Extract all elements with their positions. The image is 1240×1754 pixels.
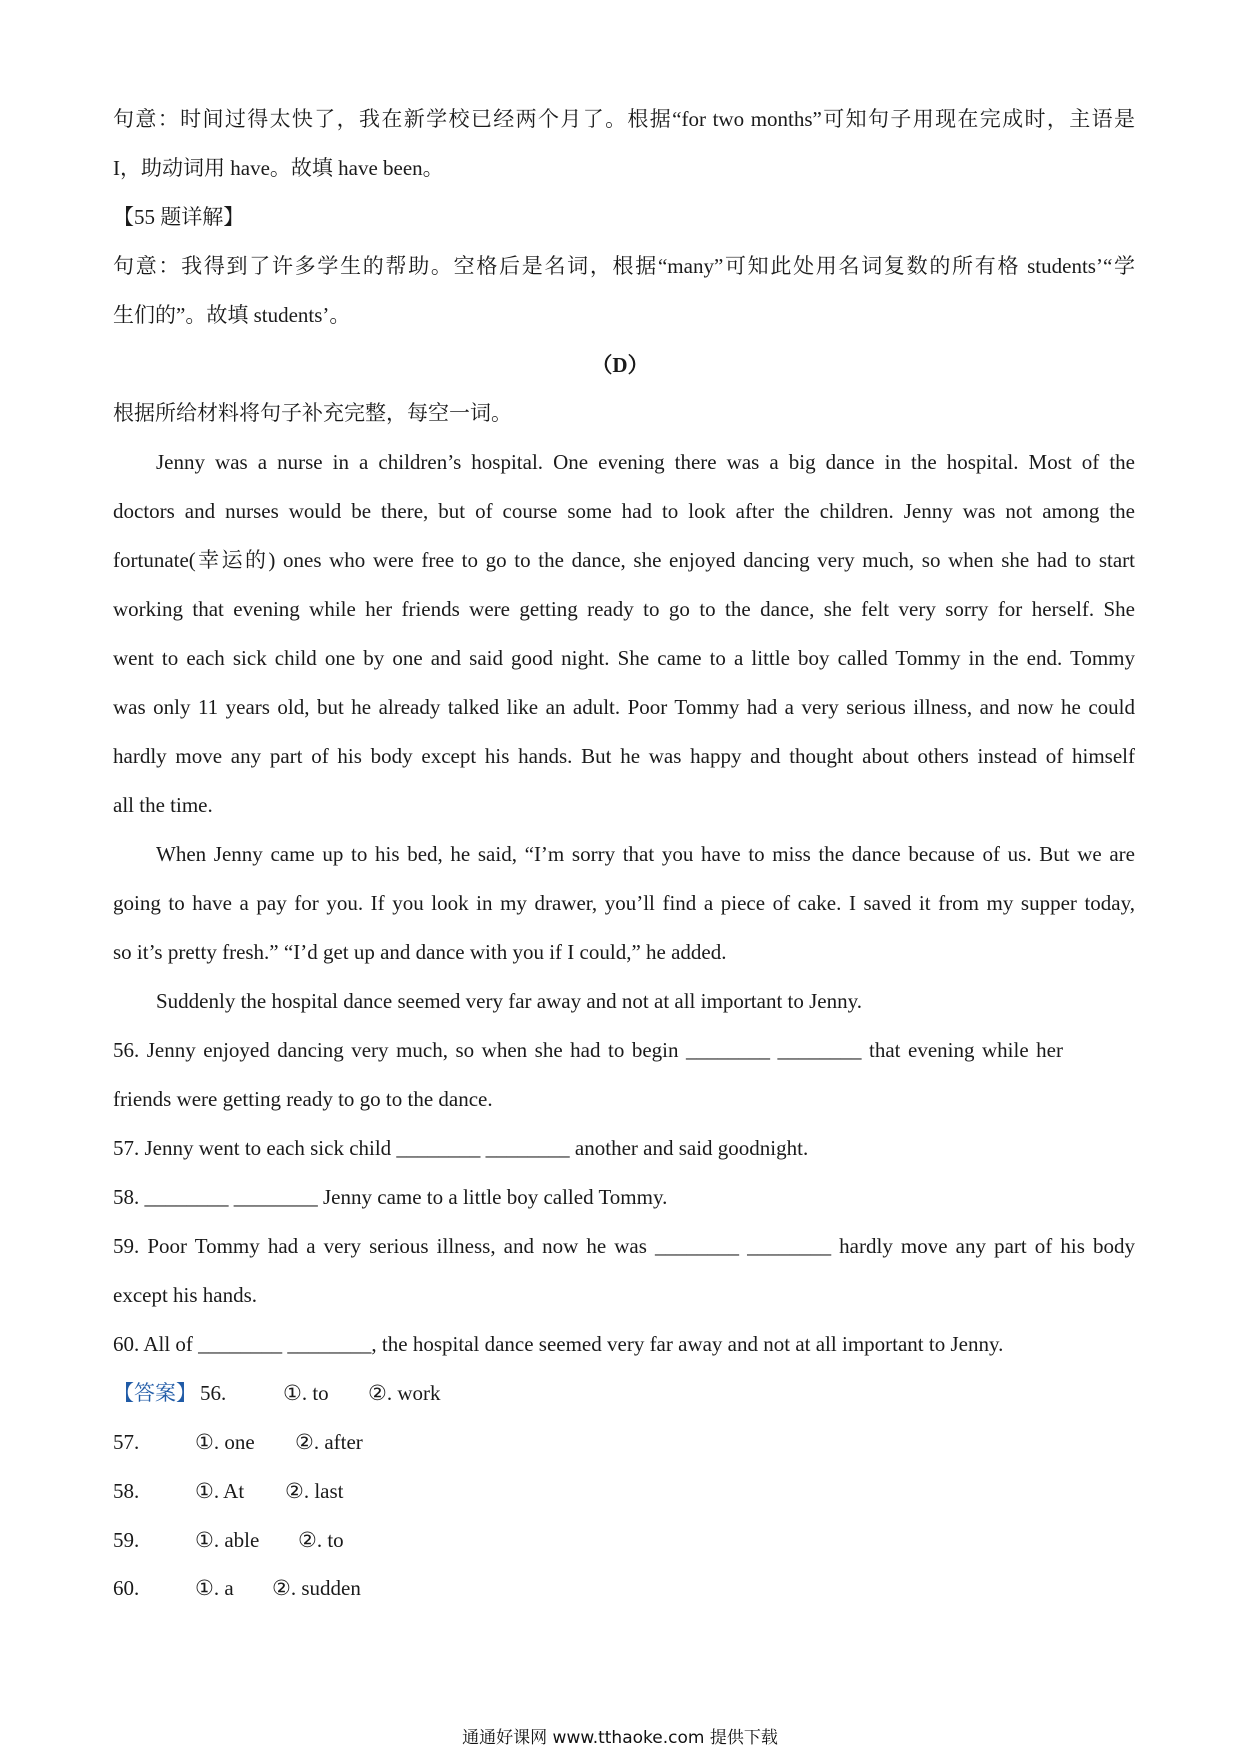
passage-line: When Jenny came up to his bed, he said, “I’m sorry that you have to miss the dance because of us. But we are: [156, 842, 1135, 866]
explanation-q54-line2: I，助动词用 have。故填 have been。: [113, 156, 444, 180]
answer-second: ②. sudden: [272, 1576, 361, 1600]
answer-first: ①. able: [195, 1528, 260, 1552]
answer-first: ①. one: [195, 1430, 255, 1454]
question-59-cont: except his hands.: [113, 1283, 258, 1307]
passage-line: hardly move any part of his body except his hands. But he was happy and thought about others instead of himself: [113, 744, 1135, 768]
explanation-q54-line1: 句意：时间过得太快了，我在新学校已经两个月了。根据“for two months”可知句子用现在完成时，主语是: [113, 107, 1135, 131]
explanation-q55-line2: 生们的”。故填 students’。: [113, 303, 351, 327]
answer-num: 56.: [200, 1381, 227, 1405]
question-60: 60. All of ________ ________, the hospital dance seemed very far away and not at all important to Jenny.: [113, 1332, 1004, 1356]
answer-first: ①. At: [195, 1479, 245, 1503]
question-57: 57. Jenny went to each sick child ________ ________ another and said goodnight.: [113, 1136, 809, 1160]
section-instruction: 根据所给材料将句子补充完整，每空一词。: [113, 401, 512, 425]
answer-num: 57.: [113, 1430, 140, 1454]
passage-line: going to have a pay for you. If you look in my drawer, you’ll find a piece of cake. I saved it from my supper today,: [113, 891, 1135, 915]
passage-line: Jenny was a nurse in a children’s hospital. One evening there was a big dance in the hospital. Most of the: [156, 450, 1135, 474]
passage-line: all the time.: [113, 793, 213, 817]
passage-line: fortunate(幸运的) ones who were free to go to the dance, she enjoyed dancing very much, so when she had to start: [113, 548, 1135, 572]
page-footer: 通通好课网 www.tthaoke.com 提供下载: [462, 1728, 778, 1748]
answer-first: ①. to: [283, 1381, 329, 1405]
answer-num: 58.: [113, 1479, 140, 1503]
explanation-q55-header: 【55 题详解】: [113, 205, 245, 229]
section-title: （D）: [591, 353, 649, 377]
passage-line: was only 11 years old, but he already talked like an adult. Poor Tommy had a very serious illness, and now he could: [113, 695, 1135, 719]
answer-second: ②. after: [295, 1430, 363, 1454]
passage-line: doctors and nurses would be there, but of course some had to look after the children. Jenny was not among the: [113, 499, 1135, 523]
question-56-cont: friends were getting ready to go to the dance.: [113, 1087, 493, 1111]
passage-line: Suddenly the hospital dance seemed very far away and not at all important to Jenny.: [156, 989, 863, 1013]
explanation-q55-line1: 句意：我得到了许多学生的帮助。空格后是名词，根据“many”可知此处用名词复数的所有格 students’“学: [113, 254, 1135, 278]
answer-second: ②. last: [285, 1479, 344, 1503]
passage-line: so it’s pretty fresh.” “I’d get up and dance with you if I could,” he added.: [113, 940, 727, 964]
question-56: 56. Jenny enjoyed dancing very much, so when she had to begin ________ ________ that evening while her: [113, 1038, 1063, 1062]
answer-second: ②. to: [298, 1528, 344, 1552]
question-59: 59. Poor Tommy had a very serious illness, and now he was ________ ________ hardly move any part of his body: [113, 1234, 1135, 1258]
passage-line: working that evening while her friends were getting ready to go to the dance, she felt very sorry for herself. She: [113, 597, 1135, 621]
answer-num: 59.: [113, 1528, 140, 1552]
answer-num: 60.: [113, 1576, 140, 1600]
answer-label: 【答案】: [113, 1381, 197, 1405]
passage-line: went to each sick child one by one and said good night. She came to a little boy called Tommy in the end. Tommy: [113, 646, 1135, 670]
answer-first: ①. a: [195, 1576, 234, 1600]
answer-second: ②. work: [368, 1381, 441, 1405]
question-58: 58. ________ ________ Jenny came to a little boy called Tommy.: [113, 1185, 668, 1209]
